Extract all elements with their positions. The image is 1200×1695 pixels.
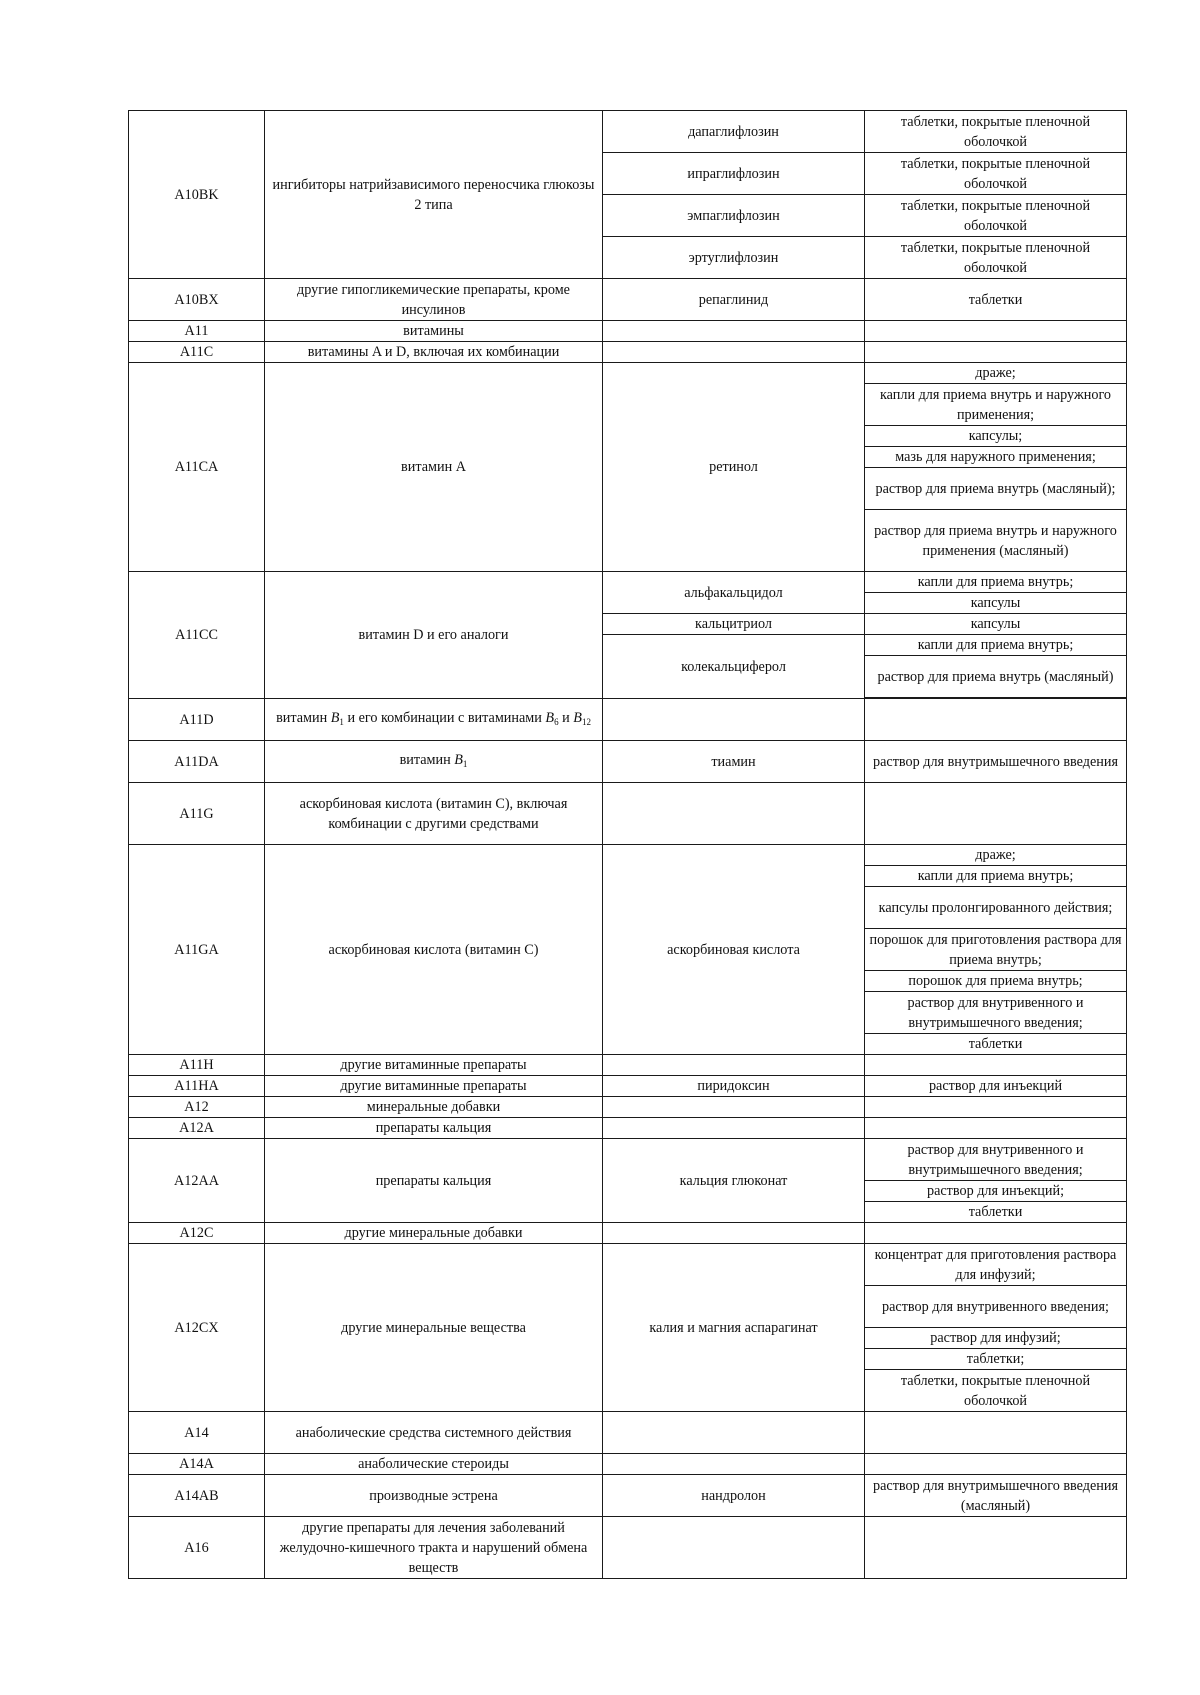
atc-code: A12AA bbox=[129, 1139, 265, 1223]
drug-name bbox=[603, 1097, 865, 1118]
drug-name: аскорбиновая кислота bbox=[603, 845, 865, 1055]
pharmacological-group: препараты кальция bbox=[265, 1139, 603, 1223]
dosage-form bbox=[865, 1517, 1127, 1579]
pharmacological-group: витамины bbox=[265, 321, 603, 342]
atc-code: A14 bbox=[129, 1412, 265, 1454]
pharmacological-group: производные эстрена bbox=[265, 1475, 603, 1517]
pharmacological-group: анаболические стероиды bbox=[265, 1454, 603, 1475]
atc-code: A11GA bbox=[129, 845, 265, 1055]
drug-name bbox=[603, 699, 865, 741]
drug-name: репаглинид bbox=[603, 279, 865, 321]
atc-code: A12 bbox=[129, 1097, 265, 1118]
dosage-form: раствор для внутримышечного введения bbox=[865, 741, 1127, 783]
atc-code: A12A bbox=[129, 1118, 265, 1139]
pharmacological-group: ингибиторы натрийзависимого переносчика глюкозы 2 типа bbox=[265, 111, 603, 279]
dosage-form bbox=[865, 699, 1127, 741]
table-row bbox=[129, 699, 1127, 741]
atc-code: A10BX bbox=[129, 279, 265, 321]
drug-name bbox=[603, 1517, 865, 1579]
dosage-form: раствор для инфузий; bbox=[865, 1328, 1127, 1349]
pharmacological-group: витамин $B_1$ bbox=[265, 741, 603, 783]
table-row bbox=[129, 783, 1127, 845]
table-row bbox=[129, 1223, 1127, 1244]
table-row bbox=[129, 342, 1127, 363]
atc-code: A16 bbox=[129, 1517, 265, 1579]
dosage-form: раствор для внутримышечного введения (масляный) bbox=[865, 1475, 1127, 1517]
table-row bbox=[129, 1097, 1127, 1118]
table-row bbox=[129, 1412, 1127, 1454]
atc-code: A11 bbox=[129, 321, 265, 342]
dosage-form: таблетки, покрытые пленочной оболочкой bbox=[865, 237, 1127, 279]
dosage-form: концентрат для приготовления раствора для инфузий; bbox=[865, 1244, 1127, 1286]
dosage-form: раствор для внутривенного и внутримышечного введения; bbox=[865, 992, 1127, 1034]
atc-code: A14A bbox=[129, 1454, 265, 1475]
drug-name: нандролон bbox=[603, 1475, 865, 1517]
pharmacological-group: витамин A bbox=[265, 363, 603, 572]
dosage-form: таблетки; bbox=[865, 1349, 1127, 1370]
atc-code: A11C bbox=[129, 342, 265, 363]
dosage-form: драже; bbox=[865, 845, 1127, 866]
atc-code: A11CA bbox=[129, 363, 265, 572]
pharmacological-group: другие витаминные препараты bbox=[265, 1076, 603, 1097]
table-row bbox=[129, 572, 1127, 593]
table-row bbox=[129, 1139, 1127, 1181]
pharmacological-group: аскорбиновая кислота (витамин C) bbox=[265, 845, 603, 1055]
pharmacological-group: другие витаминные препараты bbox=[265, 1055, 603, 1076]
dosage-form: порошок для приема внутрь; bbox=[865, 971, 1127, 992]
dosage-form: таблетки, покрытые пленочной оболочкой bbox=[865, 153, 1127, 195]
drug-name: дапаглифлозин bbox=[603, 111, 865, 153]
drug-name: альфакальцидол bbox=[603, 572, 865, 614]
table-row bbox=[129, 845, 1127, 866]
drug-name bbox=[603, 1454, 865, 1475]
drug-name bbox=[603, 1055, 865, 1076]
atc-code: A12C bbox=[129, 1223, 265, 1244]
table-row bbox=[129, 741, 1127, 783]
drug-name: пиридоксин bbox=[603, 1076, 865, 1097]
table-row bbox=[129, 1517, 1127, 1579]
dosage-form bbox=[865, 1412, 1127, 1454]
drug-name: кальцитриол bbox=[603, 614, 865, 635]
pharmacological-group: витамины A и D, включая их комбинации bbox=[265, 342, 603, 363]
table-row bbox=[129, 111, 1127, 153]
dosage-form: таблетки, покрытые пленочной оболочкой bbox=[865, 1370, 1127, 1412]
dosage-form: раствор для внутривенного и внутримышечного введения; bbox=[865, 1139, 1127, 1181]
drug-name bbox=[603, 1223, 865, 1244]
drug-name bbox=[603, 321, 865, 342]
dosage-form bbox=[865, 342, 1127, 363]
dosage-form bbox=[865, 1454, 1127, 1475]
table-row bbox=[129, 1475, 1127, 1517]
dosage-form bbox=[865, 783, 1127, 845]
atc-code: A11HA bbox=[129, 1076, 265, 1097]
dosage-form: раствор для приема внутрь и наружного применения (масляный) bbox=[865, 510, 1127, 572]
table-row bbox=[129, 1244, 1127, 1286]
drug-name: ретинол bbox=[603, 363, 865, 572]
drug-name bbox=[603, 1118, 865, 1139]
drug-name: калия и магния аспарагинат bbox=[603, 1244, 865, 1412]
drug-name: эмпаглифлозин bbox=[603, 195, 865, 237]
dosage-form: раствор для приема внутрь (масляный) bbox=[865, 656, 1127, 698]
pharmacological-group: другие минеральные добавки bbox=[265, 1223, 603, 1244]
dosage-form bbox=[865, 1223, 1127, 1244]
dosage-form: таблетки bbox=[865, 1034, 1127, 1055]
dosage-form: раствор для приема внутрь (масляный); bbox=[865, 468, 1127, 510]
table-row bbox=[129, 1454, 1127, 1475]
dosage-form: драже; bbox=[865, 363, 1127, 384]
dosage-form: порошок для приготовления раствора для приема внутрь; bbox=[865, 929, 1127, 971]
atc-code: A11D bbox=[129, 699, 265, 741]
pharmacological-group: аскорбиновая кислота (витамин C), включая комбинации с другими средствами bbox=[265, 783, 603, 845]
dosage-form: капли для приема внутрь и наружного применения; bbox=[865, 384, 1127, 426]
atc-code: A10BK bbox=[129, 111, 265, 279]
dosage-form: капсулы bbox=[865, 614, 1127, 635]
dosage-form: раствор для внутривенного введения; bbox=[865, 1286, 1127, 1328]
table-row bbox=[129, 321, 1127, 342]
drug-name: кальция глюконат bbox=[603, 1139, 865, 1223]
dosage-form: капли для приема внутрь; bbox=[865, 866, 1127, 887]
dosage-form: капли для приема внутрь; bbox=[865, 635, 1127, 656]
drug-table bbox=[128, 110, 1127, 1579]
dosage-form: раствор для инъекций; bbox=[865, 1181, 1127, 1202]
pharmacological-group: другие гипогликемические препараты, кроме инсулинов bbox=[265, 279, 603, 321]
atc-code: A11H bbox=[129, 1055, 265, 1076]
drug-name: ипраглифлозин bbox=[603, 153, 865, 195]
pharmacological-group: витамин $B_1$ и его комбинации с витаминами $B_6$ и $B_{12}$ bbox=[265, 699, 603, 741]
dosage-form: капсулы; bbox=[865, 426, 1127, 447]
table-row bbox=[129, 279, 1127, 321]
pharmacological-group: другие препараты для лечения заболеваний желудочно-кишечного тракта и нарушений обмена веществ bbox=[265, 1517, 603, 1579]
dosage-form: мазь для наружного применения; bbox=[865, 447, 1127, 468]
atc-code: A14AB bbox=[129, 1475, 265, 1517]
dosage-form bbox=[865, 1097, 1127, 1118]
pharmacological-group: анаболические средства системного действия bbox=[265, 1412, 603, 1454]
pharmacological-group: препараты кальция bbox=[265, 1118, 603, 1139]
drug-name: колекальциферол bbox=[603, 635, 865, 699]
dosage-form: таблетки bbox=[865, 1202, 1127, 1223]
atc-code: A11DA bbox=[129, 741, 265, 783]
table-row bbox=[129, 1055, 1127, 1076]
table-row bbox=[129, 1076, 1127, 1097]
dosage-form: капли для приема внутрь; bbox=[865, 572, 1127, 593]
drug-name bbox=[603, 783, 865, 845]
drug-name bbox=[603, 342, 865, 363]
drug-name bbox=[603, 1412, 865, 1454]
pharmacological-group: другие минеральные вещества bbox=[265, 1244, 603, 1412]
pharmacological-group: витамин D и его аналоги bbox=[265, 572, 603, 699]
dosage-form: капсулы пролонгированного действия; bbox=[865, 887, 1127, 929]
dosage-form bbox=[865, 1055, 1127, 1076]
drug-name: эртуглифлозин bbox=[603, 237, 865, 279]
table-row bbox=[129, 1118, 1127, 1139]
table-row bbox=[129, 363, 1127, 384]
dosage-form: капсулы bbox=[865, 593, 1127, 614]
dosage-form: таблетки bbox=[865, 279, 1127, 321]
pharmacological-group: минеральные добавки bbox=[265, 1097, 603, 1118]
atc-code: A11G bbox=[129, 783, 265, 845]
dosage-form bbox=[865, 1118, 1127, 1139]
atc-code: A12CX bbox=[129, 1244, 265, 1412]
dosage-form: раствор для инъекций bbox=[865, 1076, 1127, 1097]
atc-code: A11CC bbox=[129, 572, 265, 699]
dosage-form: таблетки, покрытые пленочной оболочкой bbox=[865, 195, 1127, 237]
dosage-form: таблетки, покрытые пленочной оболочкой bbox=[865, 111, 1127, 153]
dosage-form bbox=[865, 321, 1127, 342]
drug-name: тиамин bbox=[603, 741, 865, 783]
